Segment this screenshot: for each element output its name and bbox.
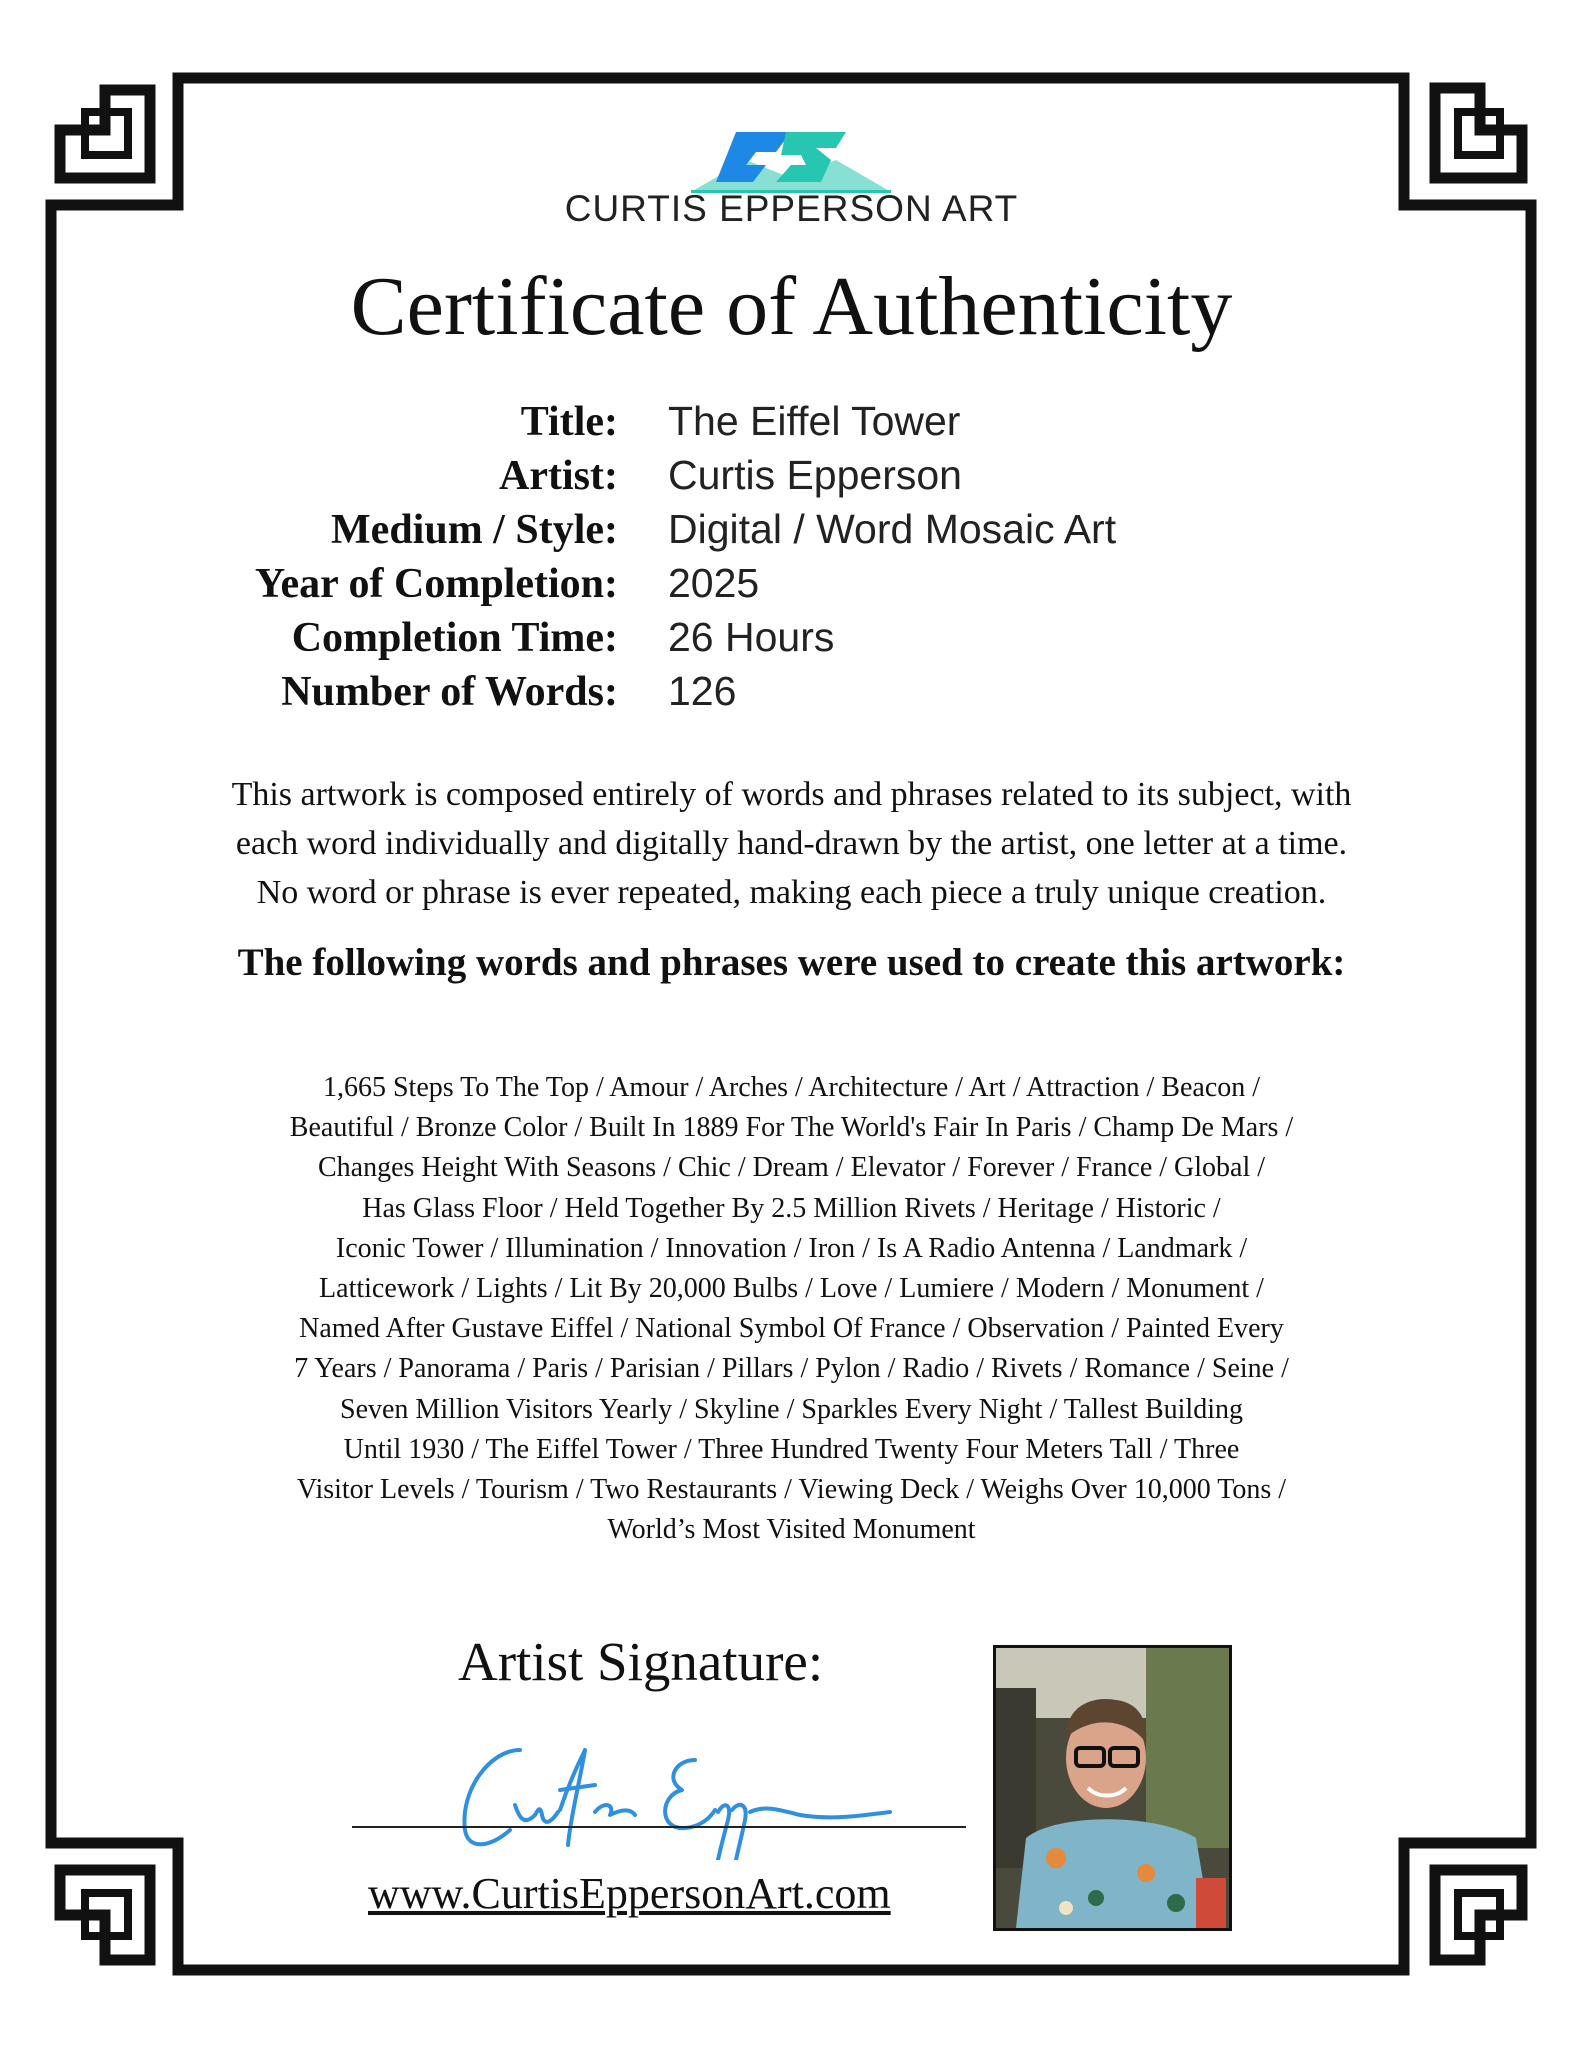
description-line: each word individually and digitally hand-drawn by the artist, one letter at a time. — [235, 825, 1348, 862]
words-line: Beautiful / Bronze Color / Built In 1889 For The World's Fair In Paris / Champ De Mars / — [289, 1112, 1294, 1144]
brand-name: CURTIS EPPERSON ART — [564, 188, 1019, 229]
description-line: No word or phrase is ever repeated, making each piece a truly unique creation. — [256, 874, 1327, 911]
detail-value: 126 — [668, 668, 737, 714]
words-line: World’s Most Visited Monument — [607, 1514, 976, 1546]
words-line: Until 1930 / The Eiffel Tower / Three Hundred Twenty Four Meters Tall / Three — [343, 1433, 1240, 1465]
words-line: Named After Gustave Eiffel / National Symbol Of France / Observation / Painted Every — [299, 1313, 1284, 1345]
detail-row-artist — [0, 452, 1583, 506]
words-line: Iconic Tower / Illumination / Innovation / Iron / Is A Radio Antenna / Landmark / — [335, 1232, 1248, 1264]
detail-value: Curtis Epperson — [668, 452, 962, 498]
detail-value: The Eiffel Tower — [668, 398, 961, 444]
detail-row-time — [0, 614, 1583, 668]
words-list — [0, 1068, 1583, 1550]
detail-value: 2025 — [668, 560, 760, 606]
words-line: Seven Million Visitors Yearly / Skyline / Sparkles Every Night / Tallest Building — [340, 1393, 1243, 1425]
website-link[interactable]: www.CurtisEppersonArt.com — [368, 1869, 891, 1918]
detail-row-words — [0, 668, 1583, 722]
detail-label: Artist: — [499, 453, 618, 499]
description-paragraph — [0, 770, 1583, 917]
words-line: Visitor Levels / Tourism / Two Restaurants / Viewing Deck / Weighs Over 10,000 Tons / — [296, 1474, 1287, 1506]
handwritten-signature — [420, 1720, 900, 1860]
detail-label: Completion Time: — [291, 615, 618, 661]
signature-line — [352, 1826, 966, 1828]
detail-row-year — [0, 560, 1583, 614]
document-title: Certificate of Authenticity — [350, 260, 1233, 353]
words-line: Has Glass Floor / Held Together By 2.5 Million Rivets / Heritage / Historic / — [362, 1192, 1221, 1224]
detail-label: Number of Words: — [281, 669, 618, 715]
detail-row-title — [0, 398, 1583, 452]
description-line: This artwork is composed entirely of words and phrases related to its subject, with — [231, 776, 1352, 813]
words-heading: The following words and phrases were used to create this artwork: — [237, 941, 1346, 984]
words-line: Latticework / Lights / Lit By 20,000 Bulbs / Love / Lumiere / Modern / Monument / — [319, 1273, 1264, 1305]
words-line: Changes Height With Seasons / Chic / Dream / Elevator / Forever / France / Global / — [317, 1152, 1266, 1184]
detail-value: 26 Hours — [668, 614, 835, 660]
detail-label: Medium / Style: — [331, 507, 618, 553]
words-line: 1,665 Steps To The Top / Amour / Arches / Architecture / Art / Attraction / Beacon / — [322, 1072, 1261, 1103]
detail-row-medium — [0, 506, 1583, 560]
detail-label: Year of Completion: — [254, 561, 618, 607]
artist-photo — [993, 1645, 1232, 1931]
signature-label: Artist Signature: — [458, 1631, 824, 1692]
detail-value: Digital / Word Mosaic Art — [668, 506, 1117, 552]
detail-label: Title: — [520, 399, 618, 445]
words-line: 7 Years / Panorama / Paris / Parisian / Pillars / Pylon / Radio / Rivets / Romance / Seine / — [294, 1353, 1289, 1385]
